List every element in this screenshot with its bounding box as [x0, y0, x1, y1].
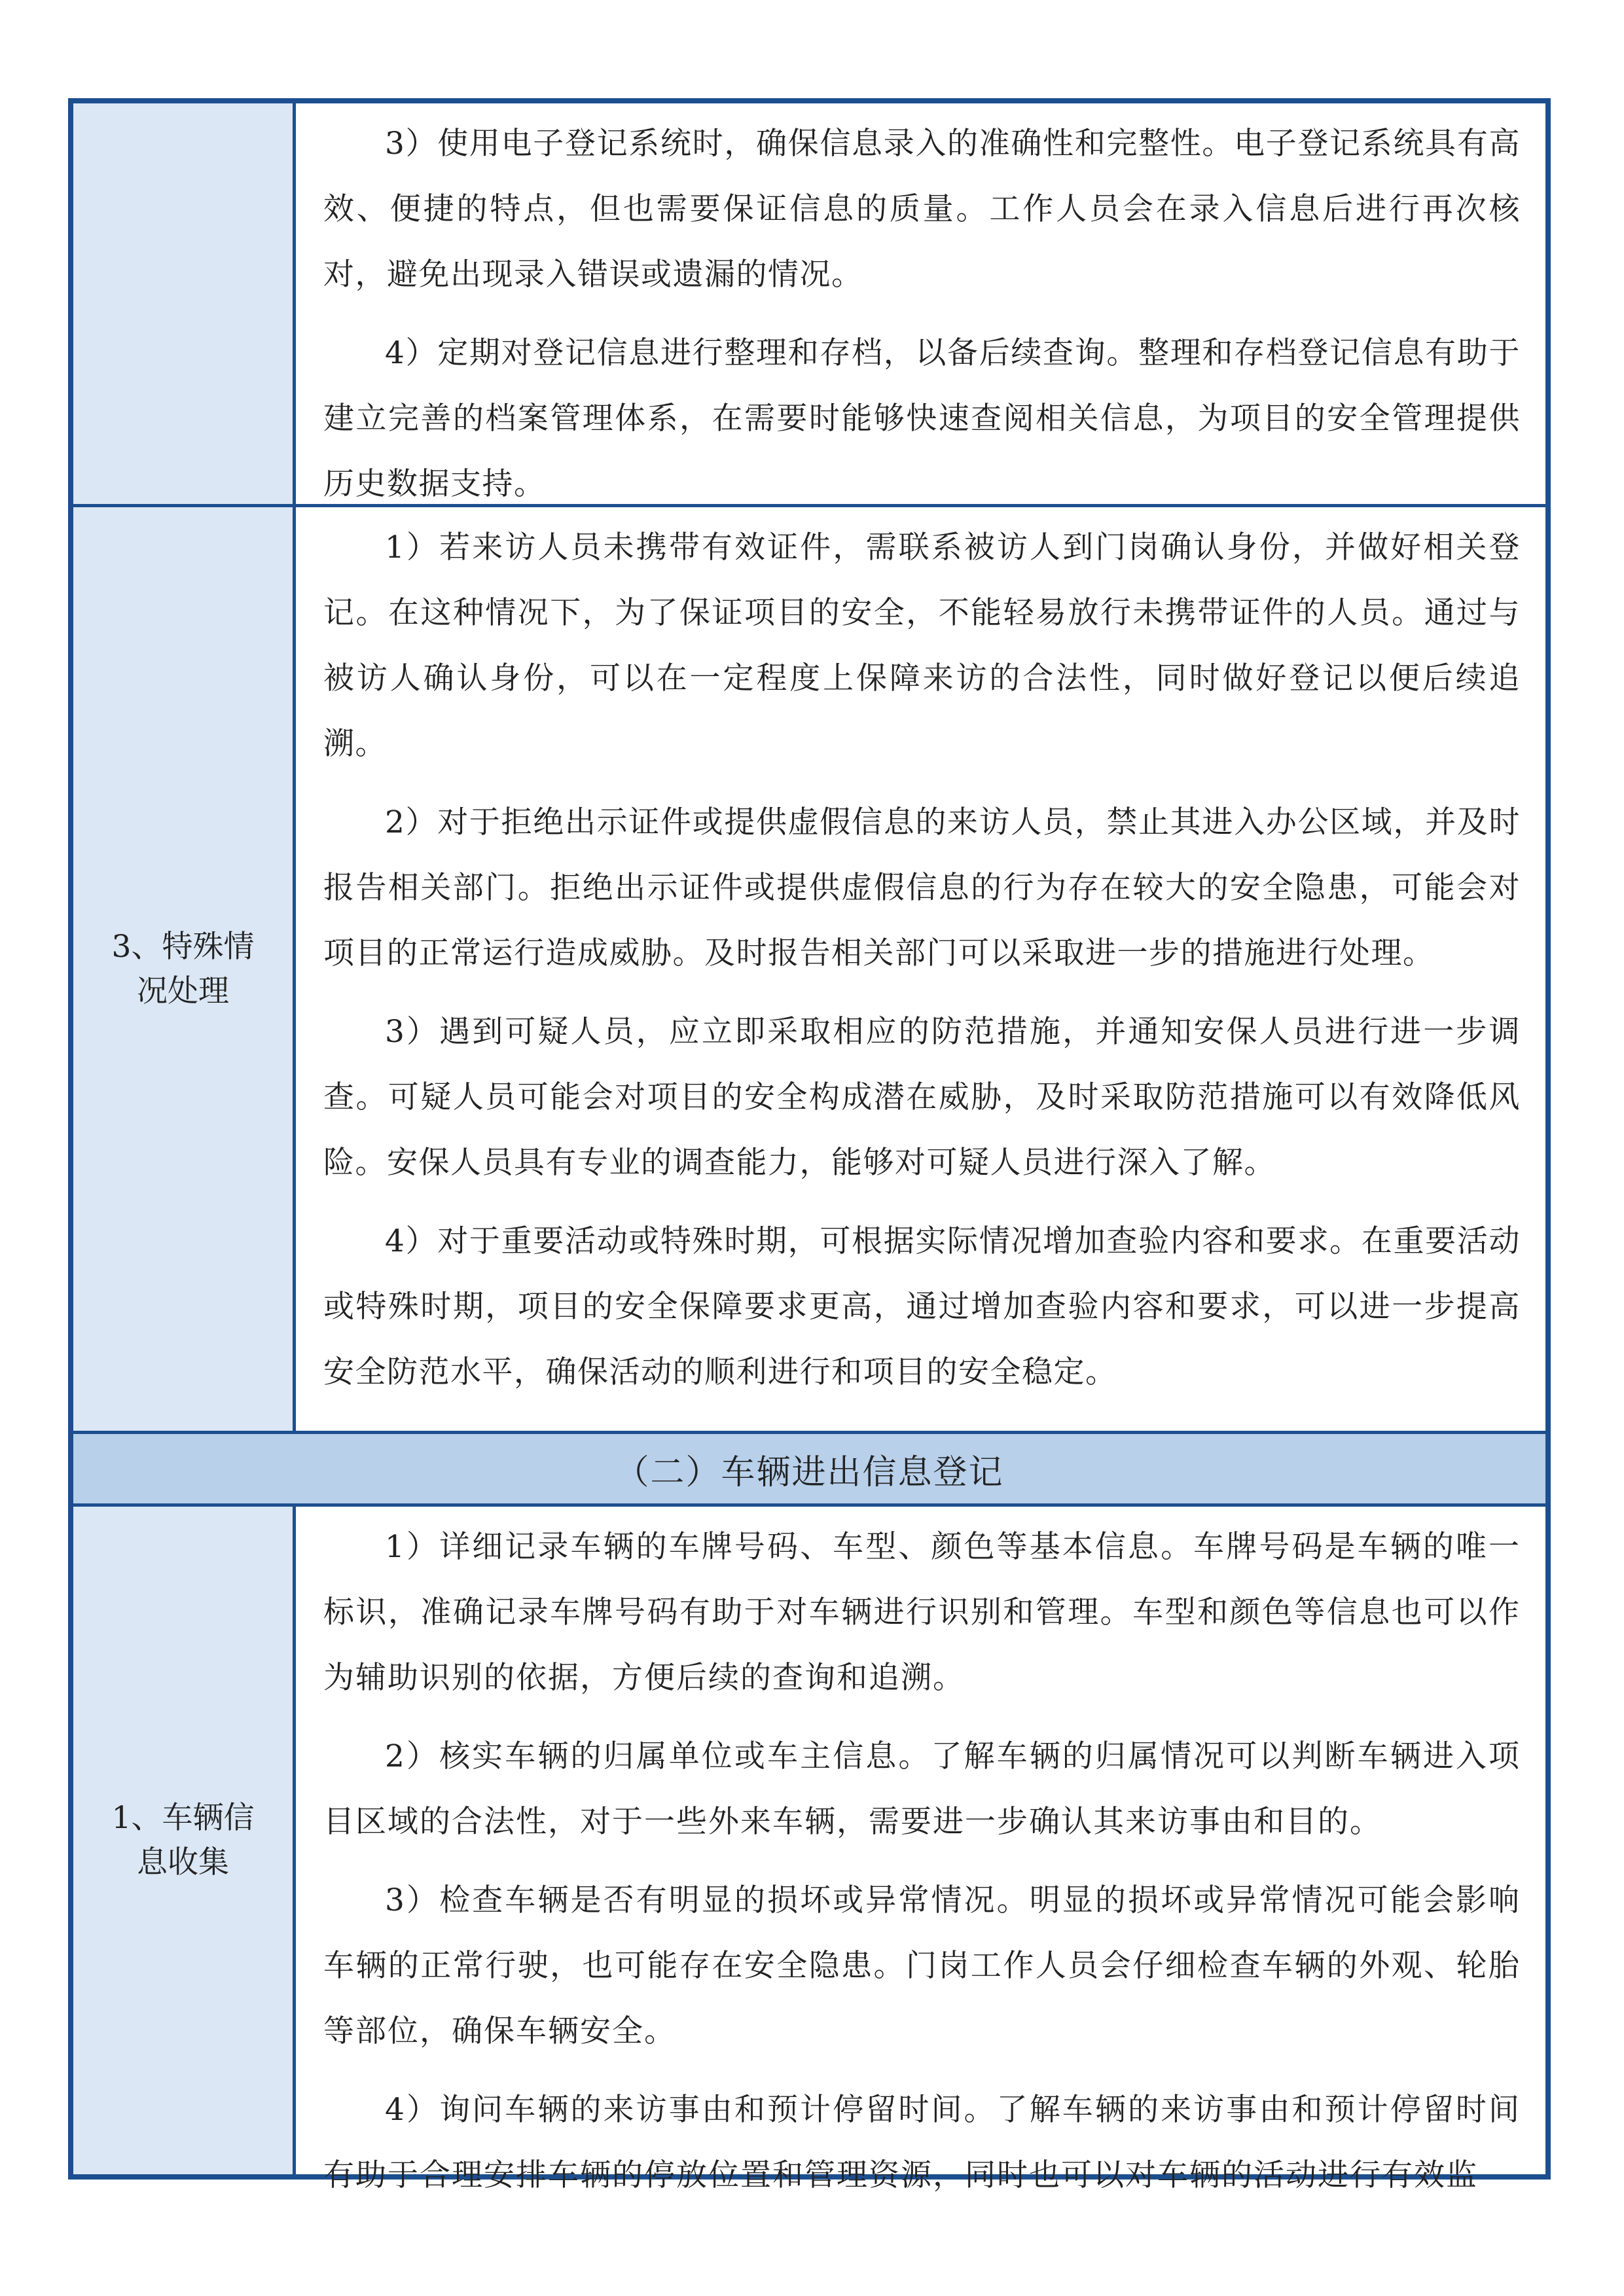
- row-label-cell: [73, 103, 296, 504]
- table-row: [73, 103, 1545, 504]
- row-content: [296, 1507, 1545, 2193]
- paragraph: 4）对于重要活动或特殊时期，可根据实际情况增加查验内容和要求。在重要活动或特殊时期，项目的安全保障要求更高，通过增加查验内容和要求，可以进一步提高安全防范水平，确保活动的顺利进行和项目的安全稳定。: [323, 1223, 1521, 1390]
- row-content: [296, 507, 1545, 1431]
- row-content: [296, 103, 1545, 504]
- section-header: （二）车辆进出信息登记: [73, 1431, 1545, 1503]
- row-label: 1、车辆信息收集: [111, 1800, 255, 1880]
- paragraph: 3）检查车辆是否有明显的损坏或异常情况。明显的损坏或异常情况可能会影响车辆的正常行驶，也可能存在安全隐患。门岗工作人员会仔细检查车辆的外观、轮胎等部位，确保车辆安全。: [323, 1882, 1521, 2049]
- paragraph: 3）使用电子登记系统时，确保信息录入的准确性和完整性。电子登记系统具有高效、便捷的特点，但也需要保证信息的质量。工作人员会在录入信息后进行再次核对，避免出现录入错误或遗漏的情况。: [323, 126, 1521, 293]
- paragraph: 3）遇到可疑人员，应立即采取相应的防范措施，并通知安保人员进行进一步调查。可疑人员可能会对项目的安全构成潜在威胁，及时采取防范措施可以有效降低风险。安保人员具有专业的调查能力，能够对可疑人员进行深入了解。: [323, 1014, 1521, 1181]
- info-table: [68, 98, 1551, 2193]
- paragraph: 1）详细记录车辆的车牌号码、车型、颜色等基本信息。车牌号码是车辆的唯一标识，准确记录车牌号码有助于对车辆进行识别和管理。车型和颜色等信息也可以作为辅助识别的依据，方便后续的查询和追溯。: [323, 1529, 1521, 1696]
- row-label: 3、特殊情况处理: [111, 928, 255, 1009]
- table-row: [73, 1503, 1545, 2193]
- row-label-cell: [73, 1507, 296, 2174]
- paragraph: 4）询问车辆的来访事由和预计停留时间。了解车辆的来访事由和预计停留时间有助于合理安排车辆的停放位置和管理资源，同时也可以对车辆的活动进行有效监: [323, 2092, 1521, 2193]
- table-row: [73, 504, 1545, 1431]
- paragraph: 4）定期对登记信息进行整理和存档，以备后续查询。整理和存档登记信息有助于建立完善的档案管理体系，在需要时能够快速查阅相关信息，为项目的安全管理提供历史数据支持。: [323, 335, 1521, 502]
- row-label-cell: [73, 507, 296, 1431]
- paragraph: 2）对于拒绝出示证件或提供虚假信息的来访人员，禁止其进入办公区域，并及时报告相关部门。拒绝出示证件或提供虚假信息的行为存在较大的安全隐患，可能会对项目的正常运行造成威胁。及时报告相关部门可以采取进一步的措施进行处理。: [323, 804, 1521, 971]
- paragraph: 2）核实车辆的归属单位或车主信息。了解车辆的归属情况可以判断车辆进入项目区域的合法性，对于一些外来车辆，需要进一步确认其来访事由和目的。: [323, 1738, 1521, 1840]
- paragraph: 1）若来访人员未携带有效证件，需联系被访人到门岗确认身份，并做好相关登记。在这种情况下，为了保证项目的安全，不能轻易放行未携带证件的人员。通过与被访人确认身份，可以在一定程度上保障来访的合法性，同时做好登记以便后续追溯。: [323, 529, 1521, 762]
